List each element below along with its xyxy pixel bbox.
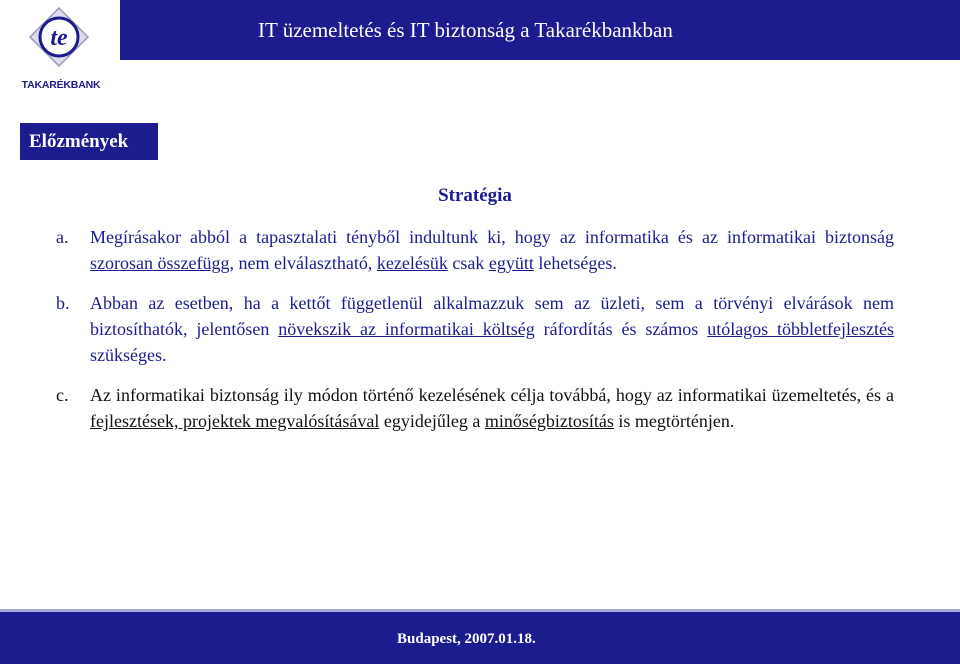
item-text: szükséges. (90, 345, 167, 365)
strategy-list (56, 224, 894, 434)
svg-text:te: te (50, 25, 68, 51)
link-minosegbiztositas[interactable]: minőségbiztosítás (484, 411, 614, 431)
list-marker: c. (56, 385, 69, 405)
list-marker: a. (56, 227, 69, 247)
logo-text: TAKARÉKBANK (21, 79, 101, 91)
list-item-c (56, 382, 894, 434)
item-text: lehetséges. (533, 253, 617, 273)
item-text: ráfordítás és számos (534, 319, 708, 339)
slide-title: IT üzemeltetés és IT biztonság a Takarékbankban (258, 18, 673, 42)
takarekbank-logo-icon (28, 6, 90, 78)
footer-bar (0, 609, 960, 664)
logo (0, 0, 120, 112)
item-text: Abban az esetben, ha a kettőt függetlenül alkalmazzuk sem az üzleti, sem a törvényi elvárások nem biztosíthatók, jelentősen (90, 293, 894, 339)
title-bar (0, 0, 960, 60)
link-utolagos-tobbletfejlesztes[interactable]: utólagos többletfejlesztés (707, 319, 895, 339)
list-item-a (56, 224, 894, 276)
list-item-b (56, 290, 894, 368)
link-fejlesztesek-projektek[interactable]: fejlesztések, projektek megvalósításával (90, 411, 380, 431)
link-szorosan-osszefugg[interactable]: szorosan összefügg (90, 253, 230, 273)
item-text: csak (447, 253, 489, 273)
strategy-heading: Stratégia (438, 185, 512, 206)
link-novekszik-koltseg[interactable]: növekszik az informatikai költség (278, 319, 535, 339)
section-tab: Előzmények (20, 123, 158, 160)
link-kezelesuk[interactable]: kezelésük (376, 253, 448, 273)
item-text: , nem elválasztható, (229, 253, 377, 273)
link-egyutt[interactable]: együtt (488, 253, 534, 273)
item-text: egyidejűleg a (379, 411, 485, 431)
item-text: is megtörténjen. (613, 411, 735, 431)
footer-divider (0, 609, 960, 612)
item-text: Az informatikai biztonság ily módon történő kezelésének célja továbbá, hogy az informatikai üzemeltetés, és a (90, 385, 894, 405)
list-marker: b. (56, 293, 70, 313)
footer-date: Budapest, 2007.01.18. (397, 631, 536, 647)
item-text: Megírásakor abból a tapasztalati tényből indultunk ki, hogy az informatika és az informatikai biztonság (90, 227, 894, 247)
